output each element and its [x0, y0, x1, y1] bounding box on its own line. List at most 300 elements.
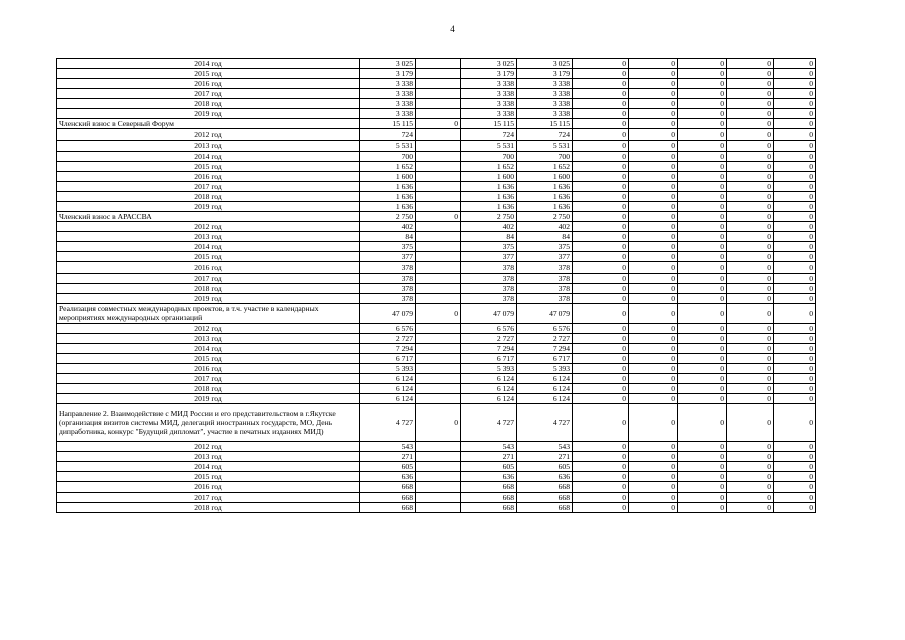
table-cell-col-6: 0: [629, 192, 678, 202]
table-cell-col-2: [416, 333, 461, 343]
row-year-label: 2015 год: [57, 353, 360, 363]
table-cell-col-8: 0: [727, 383, 774, 393]
table-cell-col-6: 0: [629, 353, 678, 363]
table-cell-col-7: 0: [678, 353, 727, 363]
table-cell-col-2: [416, 451, 461, 461]
table-cell-col-1: 6 124: [360, 393, 416, 403]
table-cell-col-4: 378: [517, 273, 573, 283]
table-cell-col-4: 1 600: [517, 172, 573, 182]
table-cell-col-4: 5 393: [517, 363, 573, 373]
table-cell-col-3: 6 124: [461, 383, 517, 393]
table-cell-col-3: 3 338: [461, 109, 517, 119]
table-cell-col-7: 0: [678, 451, 727, 461]
table-cell-col-7: 0: [678, 242, 727, 252]
table-cell-col-6: 0: [629, 293, 678, 303]
table-cell-col-3: 378: [461, 262, 517, 274]
table-cell-col-8: 0: [727, 242, 774, 252]
table-cell-col-1: 3 338: [360, 99, 416, 109]
table-cell-col-5: 0: [573, 471, 629, 481]
table-cell-col-9: 0: [774, 461, 816, 471]
table-cell-col-2: [416, 69, 461, 79]
table-cell-col-1: 1 600: [360, 172, 416, 182]
table-cell-col-2: [416, 232, 461, 242]
table-cell-col-2: [416, 152, 461, 162]
table-cell-col-9: 0: [774, 222, 816, 232]
table-cell-col-3: 47 079: [461, 303, 517, 323]
table-cell-col-8: 0: [727, 441, 774, 451]
table-cell-col-1: 3 338: [360, 89, 416, 99]
table-cell-col-4: 1 636: [517, 202, 573, 212]
table-cell-col-1: 4 727: [360, 403, 416, 441]
table-cell-col-2: [416, 202, 461, 212]
table-cell-col-6: 0: [629, 393, 678, 403]
table-row-year: [57, 69, 816, 79]
table-cell-col-8: 0: [727, 182, 774, 192]
table-cell-col-6: 0: [629, 202, 678, 212]
table-cell-col-9: 0: [774, 212, 816, 222]
table-cell-col-3: 6 124: [461, 393, 517, 403]
table-cell-col-7: 0: [678, 202, 727, 212]
row-year-label: 2012 год: [57, 441, 360, 451]
table-row-year: [57, 89, 816, 99]
table-cell-col-5: 0: [573, 403, 629, 441]
table-cell-col-5: 0: [573, 152, 629, 162]
table-cell-col-4: 636: [517, 471, 573, 481]
table-row-year: [57, 273, 816, 283]
table-cell-col-6: 0: [629, 222, 678, 232]
table-cell-col-9: 0: [774, 182, 816, 192]
table-cell-col-5: 0: [573, 383, 629, 393]
table-cell-col-8: 0: [727, 59, 774, 69]
row-year-label: 2019 год: [57, 109, 360, 119]
row-year-label: 2017 год: [57, 89, 360, 99]
table-cell-col-3: 3 338: [461, 89, 517, 99]
table-cell-col-7: 0: [678, 373, 727, 383]
table-row-year: [57, 222, 816, 232]
table-cell-col-5: 0: [573, 461, 629, 471]
table-cell-col-2: [416, 343, 461, 353]
table-cell-col-1: 377: [360, 252, 416, 262]
table-cell-col-9: 0: [774, 403, 816, 441]
table-cell-col-9: 0: [774, 79, 816, 89]
row-year-label: 2019 год: [57, 202, 360, 212]
table-cell-col-9: 0: [774, 293, 816, 303]
table-cell-col-6: 0: [629, 152, 678, 162]
table-cell-col-2: [416, 323, 461, 333]
table-row-year: [57, 162, 816, 172]
row-year-label: 2018 год: [57, 283, 360, 293]
table-cell-col-2: [416, 182, 461, 192]
table-cell-col-8: 0: [727, 119, 774, 129]
row-year-label: 2017 год: [57, 273, 360, 283]
table-cell-col-4: 5 531: [517, 140, 573, 152]
table-cell-col-5: 0: [573, 182, 629, 192]
table-cell-col-3: 4 727: [461, 403, 517, 441]
table-cell-col-6: 0: [629, 333, 678, 343]
table-cell-col-5: 0: [573, 493, 629, 503]
table-cell-col-8: 0: [727, 403, 774, 441]
table-cell-col-2: [416, 283, 461, 293]
table-cell-col-2: [416, 252, 461, 262]
row-year-label: 2018 год: [57, 99, 360, 109]
table-cell-col-5: 0: [573, 353, 629, 363]
table-cell-col-9: 0: [774, 451, 816, 461]
table-cell-col-8: 0: [727, 303, 774, 323]
table-cell-col-4: 6 576: [517, 323, 573, 333]
table-cell-col-7: 0: [678, 212, 727, 222]
table-cell-col-6: 0: [629, 212, 678, 222]
table-cell-col-9: 0: [774, 99, 816, 109]
row-year-label: 2013 год: [57, 333, 360, 343]
table-cell-col-6: 0: [629, 451, 678, 461]
table-cell-col-5: 0: [573, 283, 629, 293]
table-row-year: [57, 262, 816, 274]
table-row-year: [57, 471, 816, 481]
table-cell-col-5: 0: [573, 242, 629, 252]
table-cell-col-9: 0: [774, 69, 816, 79]
table-cell-col-5: 0: [573, 451, 629, 461]
table-cell-col-2: [416, 222, 461, 232]
table-cell-col-4: 6 124: [517, 373, 573, 383]
table-cell-col-4: 6 124: [517, 383, 573, 393]
table-cell-col-6: 0: [629, 461, 678, 471]
table-cell-col-3: 668: [461, 503, 517, 513]
table-cell-col-8: 0: [727, 451, 774, 461]
table-cell-col-4: 1 636: [517, 182, 573, 192]
table-row-year: [57, 140, 816, 152]
table-cell-col-5: 0: [573, 333, 629, 343]
table-cell-col-4: 271: [517, 451, 573, 461]
table-cell-col-5: 0: [573, 202, 629, 212]
table-cell-col-2: [416, 89, 461, 99]
table-row-year: [57, 192, 816, 202]
table-cell-col-6: 0: [629, 140, 678, 152]
table-cell-col-8: 0: [727, 152, 774, 162]
table-cell-col-8: 0: [727, 293, 774, 303]
table-cell-col-5: 0: [573, 212, 629, 222]
table-cell-col-2: 0: [416, 212, 461, 222]
row-year-label: 2014 год: [57, 242, 360, 252]
table-row-year: [57, 232, 816, 242]
table-cell-col-7: 0: [678, 69, 727, 79]
table-cell-col-3: 84: [461, 232, 517, 242]
table-cell-col-6: 0: [629, 69, 678, 79]
table-cell-col-8: 0: [727, 353, 774, 363]
table-cell-col-8: 0: [727, 283, 774, 293]
table-cell-col-6: 0: [629, 493, 678, 503]
table-cell-col-8: 0: [727, 343, 774, 353]
table-cell-col-7: 0: [678, 283, 727, 293]
table-cell-col-5: 0: [573, 252, 629, 262]
table-cell-col-9: 0: [774, 152, 816, 162]
table-cell-col-1: 2 750: [360, 212, 416, 222]
table-cell-col-5: 0: [573, 69, 629, 79]
row-year-label: 2019 год: [57, 293, 360, 303]
table-row-year: [57, 393, 816, 403]
table-cell-col-4: 3 338: [517, 99, 573, 109]
table-cell-col-7: 0: [678, 393, 727, 403]
table-cell-col-2: [416, 373, 461, 383]
table-cell-col-2: [416, 393, 461, 403]
table-cell-col-6: 0: [629, 403, 678, 441]
row-year-label: 2013 год: [57, 232, 360, 242]
table-cell-col-6: 0: [629, 283, 678, 293]
table-cell-col-3: 668: [461, 493, 517, 503]
table-cell-col-9: 0: [774, 303, 816, 323]
table-cell-col-7: 0: [678, 363, 727, 373]
table-cell-col-2: 0: [416, 303, 461, 323]
table-cell-col-4: 84: [517, 232, 573, 242]
table-cell-col-6: 0: [629, 162, 678, 172]
table-cell-col-8: 0: [727, 481, 774, 493]
table-cell-col-4: 1 652: [517, 162, 573, 172]
table-cell-col-9: 0: [774, 129, 816, 141]
table-cell-col-1: 668: [360, 481, 416, 493]
table-cell-col-3: 7 294: [461, 343, 517, 353]
table-cell-col-3: 3 025: [461, 59, 517, 69]
table-cell-col-9: 0: [774, 353, 816, 363]
table-cell-col-2: [416, 293, 461, 303]
table-cell-col-6: 0: [629, 119, 678, 129]
table-cell-col-1: 668: [360, 493, 416, 503]
table-cell-col-8: 0: [727, 373, 774, 383]
table-cell-col-9: 0: [774, 373, 816, 383]
table-cell-col-2: [416, 140, 461, 152]
table-cell-col-6: 0: [629, 383, 678, 393]
table-cell-col-5: 0: [573, 323, 629, 333]
table-cell-col-9: 0: [774, 252, 816, 262]
table-cell-col-5: 0: [573, 59, 629, 69]
table-cell-col-5: 0: [573, 79, 629, 89]
table-cell-col-6: 0: [629, 109, 678, 119]
table-cell-col-7: 0: [678, 333, 727, 343]
table-cell-col-3: 1 600: [461, 172, 517, 182]
row-item-label: Направление 2. Взаимодействие с МИД России и его представительством в г.Якутске (организация визитов системы МИД, делегаций иностранных государств, МО, День дипработника, конкурс "Будущий дипломат", участие в печатных изданиях МИД): [57, 403, 360, 441]
table-cell-col-8: 0: [727, 222, 774, 232]
table-cell-col-8: 0: [727, 140, 774, 152]
table-cell-col-6: 0: [629, 481, 678, 493]
table-row-year: [57, 363, 816, 373]
table-cell-col-9: 0: [774, 140, 816, 152]
table-cell-col-4: 47 079: [517, 303, 573, 323]
table-cell-col-8: 0: [727, 69, 774, 79]
table-cell-col-3: 605: [461, 461, 517, 471]
table-cell-col-8: 0: [727, 232, 774, 242]
table-cell-col-1: 378: [360, 283, 416, 293]
table-cell-col-8: 0: [727, 79, 774, 89]
table-row-year: [57, 333, 816, 343]
table-cell-col-7: 0: [678, 192, 727, 202]
table-cell-col-1: 3 338: [360, 79, 416, 89]
table-cell-col-9: 0: [774, 283, 816, 293]
table-row-item: [57, 403, 816, 441]
table-cell-col-9: 0: [774, 493, 816, 503]
table-cell-col-9: 0: [774, 262, 816, 274]
table-cell-col-3: 1 636: [461, 192, 517, 202]
table-cell-col-7: 0: [678, 109, 727, 119]
table-cell-col-1: 1 636: [360, 202, 416, 212]
table-cell-col-7: 0: [678, 59, 727, 69]
table-cell-col-7: 0: [678, 273, 727, 283]
table-cell-col-5: 0: [573, 343, 629, 353]
table-cell-col-9: 0: [774, 89, 816, 99]
table-cell-col-4: 724: [517, 129, 573, 141]
table-row-year: [57, 182, 816, 192]
table-cell-col-1: 2 727: [360, 333, 416, 343]
table-cell-col-1: 5 393: [360, 363, 416, 373]
table-cell-col-4: 6 717: [517, 353, 573, 363]
table-cell-col-1: 636: [360, 471, 416, 481]
table-cell-col-3: 15 115: [461, 119, 517, 129]
table-cell-col-4: 668: [517, 481, 573, 493]
table-row-year: [57, 353, 816, 363]
table-cell-col-1: 3 179: [360, 69, 416, 79]
row-year-label: 2012 год: [57, 222, 360, 232]
table-cell-col-4: 377: [517, 252, 573, 262]
table-cell-col-8: 0: [727, 252, 774, 262]
table-cell-col-7: 0: [678, 461, 727, 471]
table-cell-col-4: 378: [517, 293, 573, 303]
table-cell-col-4: 3 025: [517, 59, 573, 69]
table-cell-col-6: 0: [629, 262, 678, 274]
table-cell-col-3: 6 124: [461, 373, 517, 383]
table-cell-col-7: 0: [678, 503, 727, 513]
table-cell-col-1: 605: [360, 461, 416, 471]
table-cell-col-1: 1 636: [360, 192, 416, 202]
table-cell-col-2: [416, 363, 461, 373]
table-row-year: [57, 242, 816, 252]
table-cell-col-3: 3 338: [461, 99, 517, 109]
row-year-label: 2017 год: [57, 373, 360, 383]
table-cell-col-8: 0: [727, 461, 774, 471]
table-cell-col-1: 378: [360, 262, 416, 274]
table-row-year: [57, 109, 816, 119]
table-cell-col-3: 5 531: [461, 140, 517, 152]
table-cell-col-1: 700: [360, 152, 416, 162]
table-cell-col-4: 3 338: [517, 79, 573, 89]
table-cell-col-1: 6 124: [360, 373, 416, 383]
table-cell-col-3: 375: [461, 242, 517, 252]
row-year-label: 2015 год: [57, 252, 360, 262]
table-cell-col-5: 0: [573, 119, 629, 129]
table-cell-col-4: 2 750: [517, 212, 573, 222]
table-cell-col-9: 0: [774, 481, 816, 493]
table-row-year: [57, 503, 816, 513]
table-cell-col-2: [416, 461, 461, 471]
table-cell-col-3: 5 393: [461, 363, 517, 373]
table-cell-col-3: 724: [461, 129, 517, 141]
table-cell-col-9: 0: [774, 343, 816, 353]
table-cell-col-2: [416, 353, 461, 363]
table-cell-col-8: 0: [727, 393, 774, 403]
table-row-year: [57, 323, 816, 333]
table-cell-col-8: 0: [727, 172, 774, 182]
table-cell-col-2: 0: [416, 119, 461, 129]
table-row-year: [57, 172, 816, 182]
table-row-item: [57, 212, 816, 222]
table-cell-col-8: 0: [727, 212, 774, 222]
row-year-label: 2012 год: [57, 129, 360, 141]
row-year-label: 2018 год: [57, 383, 360, 393]
table-cell-col-9: 0: [774, 323, 816, 333]
row-item-label: Членский взнос в АРАССВА: [57, 212, 360, 222]
table-cell-col-4: 378: [517, 262, 573, 274]
table-cell-col-4: 605: [517, 461, 573, 471]
table-cell-col-2: [416, 441, 461, 451]
table-cell-col-1: 375: [360, 242, 416, 252]
table-cell-col-8: 0: [727, 99, 774, 109]
table-cell-col-2: [416, 172, 461, 182]
table-cell-col-1: 6 717: [360, 353, 416, 363]
table-row-year: [57, 293, 816, 303]
table-cell-col-7: 0: [678, 303, 727, 323]
table-row-item: [57, 303, 816, 323]
table-cell-col-8: 0: [727, 363, 774, 373]
table-cell-col-1: 3 025: [360, 59, 416, 69]
table-cell-col-5: 0: [573, 89, 629, 99]
table-cell-col-4: 2 727: [517, 333, 573, 343]
row-year-label: 2016 год: [57, 79, 360, 89]
table-cell-col-6: 0: [629, 373, 678, 383]
row-year-label: 2014 год: [57, 59, 360, 69]
table-cell-col-5: 0: [573, 303, 629, 323]
table-cell-col-7: 0: [678, 79, 727, 89]
table-cell-col-5: 0: [573, 273, 629, 283]
table-row-year: [57, 373, 816, 383]
table-cell-col-2: [416, 192, 461, 202]
table-cell-col-6: 0: [629, 252, 678, 262]
row-year-label: 2016 год: [57, 172, 360, 182]
page-number: 4: [450, 24, 455, 34]
table-cell-col-5: 0: [573, 192, 629, 202]
table-cell-col-1: 84: [360, 232, 416, 242]
table-cell-col-7: 0: [678, 493, 727, 503]
table-cell-col-4: 15 115: [517, 119, 573, 129]
table-cell-col-4: 4 727: [517, 403, 573, 441]
table-cell-col-7: 0: [678, 403, 727, 441]
table-cell-col-9: 0: [774, 59, 816, 69]
table-cell-col-7: 0: [678, 182, 727, 192]
table-cell-col-9: 0: [774, 109, 816, 119]
table-cell-col-7: 0: [678, 232, 727, 242]
table-row-year: [57, 59, 816, 69]
table-row-year: [57, 493, 816, 503]
row-year-label: 2015 год: [57, 69, 360, 79]
row-year-label: 2013 год: [57, 140, 360, 152]
table-cell-col-2: [416, 109, 461, 119]
table-cell-col-4: 543: [517, 441, 573, 451]
row-year-label: 2016 год: [57, 481, 360, 493]
table-cell-col-9: 0: [774, 273, 816, 283]
table-cell-col-9: 0: [774, 471, 816, 481]
table-cell-col-7: 0: [678, 162, 727, 172]
table-cell-col-9: 0: [774, 333, 816, 343]
table-cell-col-1: 724: [360, 129, 416, 141]
budget-table-body: [57, 59, 816, 513]
table-cell-col-4: 668: [517, 493, 573, 503]
table-cell-col-2: [416, 162, 461, 172]
table-cell-col-8: 0: [727, 162, 774, 172]
table-cell-col-6: 0: [629, 273, 678, 283]
row-year-label: 2018 год: [57, 192, 360, 202]
table-cell-col-6: 0: [629, 172, 678, 182]
table-cell-col-7: 0: [678, 481, 727, 493]
table-cell-col-2: [416, 59, 461, 69]
table-cell-col-1: 1 652: [360, 162, 416, 172]
table-cell-col-2: [416, 129, 461, 141]
table-cell-col-9: 0: [774, 242, 816, 252]
table-cell-col-7: 0: [678, 262, 727, 274]
